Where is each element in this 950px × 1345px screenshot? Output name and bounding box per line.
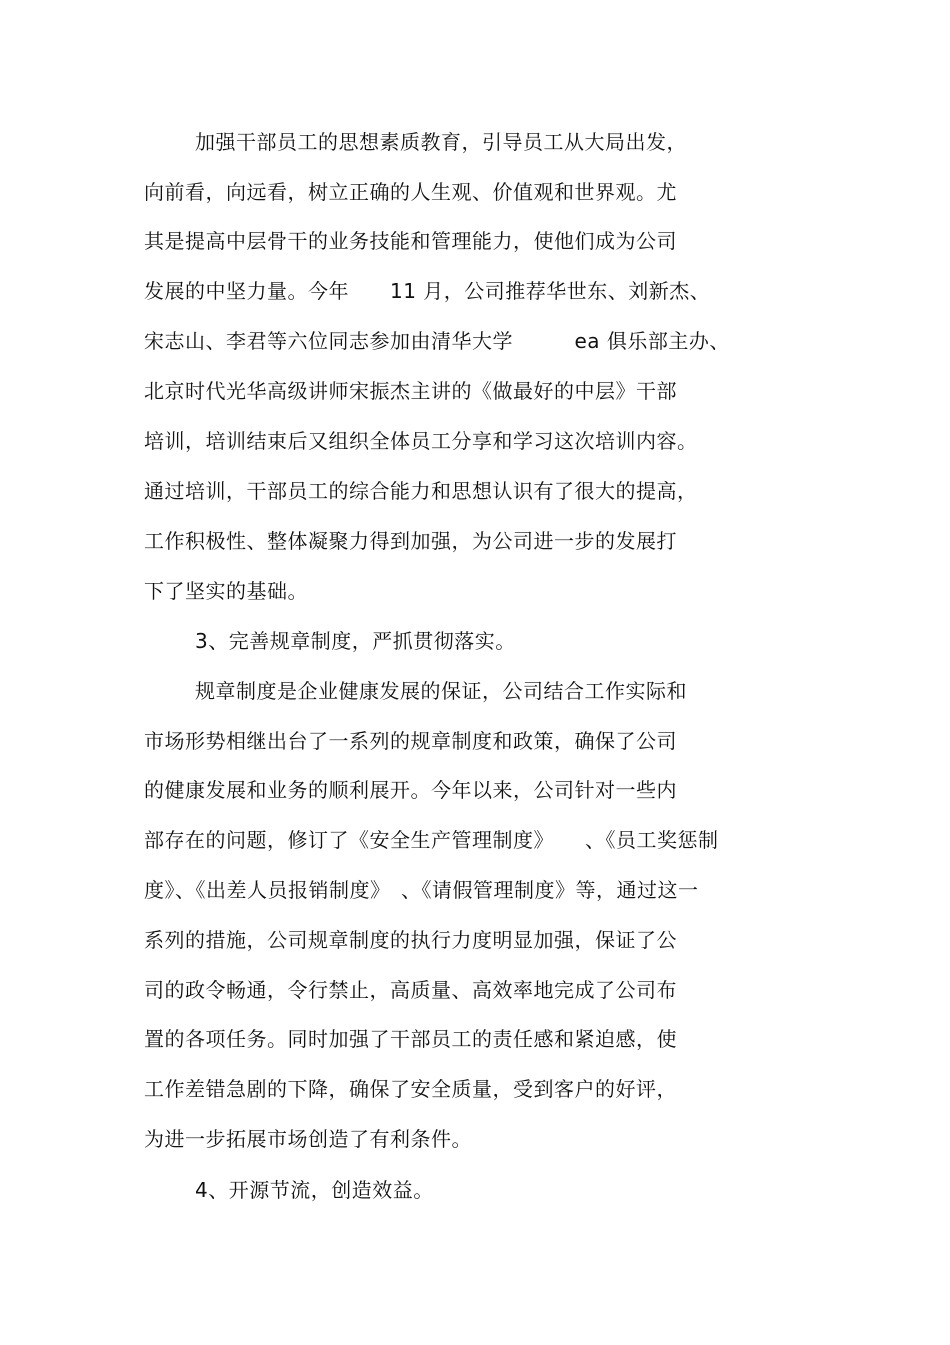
paragraph-line: 下了坚实的基础。 [144, 579, 308, 603]
paragraph-line: 置的各项任务。同时加强了干部员工的责任感和紧迫感，使 [144, 1027, 677, 1051]
paragraph-line: 市场形势相继出台了一系列的规章制度和政策，确保了公司 [144, 729, 677, 753]
paragraph-line: 发展的中坚力量。今年 11 月，公司推荐华世东、刘新杰、 [144, 279, 711, 303]
paragraph-line: 系列的措施，公司规章制度的执行力度明显加强，保证了公 [144, 928, 677, 952]
section-heading: 3、完善规章制度，严抓贯彻落实。 [195, 629, 516, 653]
paragraph-line: 司的政令畅通，令行禁止，高质量、高效率地完成了公司布 [144, 978, 677, 1002]
paragraph-line: 度》、《出差人员报销制度》 、《请假管理制度》等，通过这一 [144, 878, 699, 902]
paragraph-line: 培训，培训结束后又组织全体员工分享和学习这次培训内容。 [144, 429, 698, 453]
paragraph-line: 工作差错急剧的下降，确保了安全质量，受到客户的好评， [144, 1077, 677, 1101]
paragraph-line: 宋志山、李君等六位同志参加由清华大学 ea 俱乐部主办、 [144, 329, 730, 353]
paragraph-line: 通过培训，干部员工的综合能力和思想认识有了很大的提高， [144, 479, 698, 503]
paragraph-line: 其是提高中层骨干的业务技能和管理能力，使他们成为公司 [144, 229, 677, 253]
paragraph-line: 北京时代光华高级讲师宋振杰主讲的《做最好的中层》干部 [144, 379, 677, 403]
paragraph-line: 部存在的问题，修订了《安全生产管理制度》 、《员工奖惩制 [144, 828, 719, 852]
paragraph-line: 工作积极性、整体凝聚力得到加强，为公司进一步的发展打 [144, 529, 677, 553]
paragraph-line: 为进一步拓展市场创造了有利条件。 [144, 1127, 472, 1151]
section-heading: 4、开源节流，创造效益。 [195, 1178, 434, 1202]
paragraph-line: 加强干部员工的思想素质教育，引导员工从大局出发， [195, 130, 687, 154]
paragraph-line: 的健康发展和业务的顺利展开。今年以来，公司针对一些内 [144, 778, 677, 802]
paragraph-line: 规章制度是企业健康发展的保证，公司结合工作实际和 [195, 679, 687, 703]
paragraph-line: 向前看，向远看，树立正确的人生观、价值观和世界观。尤 [144, 180, 677, 204]
